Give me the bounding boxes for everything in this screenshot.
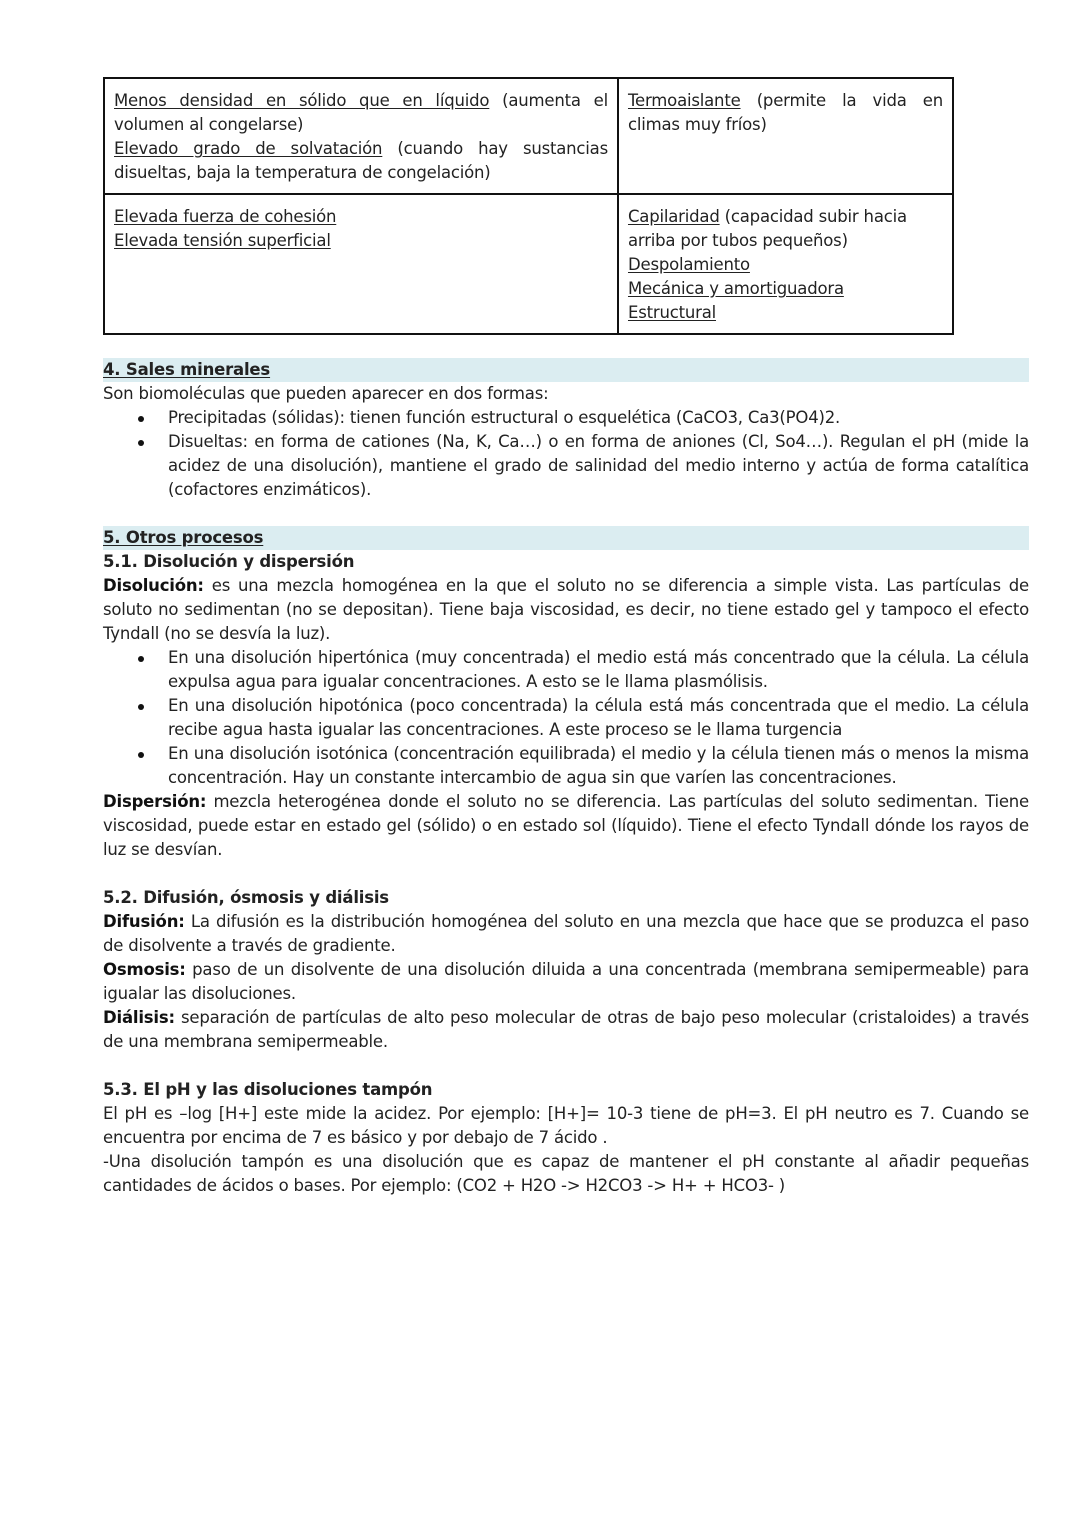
table-row <box>104 78 953 194</box>
subsection-heading-5-3: 5.3. El pH y las disoluciones tampón <box>103 1080 433 1099</box>
function-term: Capilaridad <box>627 207 720 226</box>
list-item <box>103 694 1029 742</box>
cell-line <box>114 205 608 229</box>
section-heading-sales-minerales: 4. Sales minerales <box>103 358 1029 382</box>
property-term: Elevada fuerza de cohesión <box>114 207 337 226</box>
function-term: Mecánica y amortiguadora <box>627 279 844 298</box>
difusion-definition <box>103 910 1029 958</box>
table-cell-property <box>104 194 618 334</box>
function-term: Despolamiento <box>627 255 750 274</box>
dialisis-definition <box>103 1006 1029 1054</box>
cell-line <box>114 89 608 137</box>
spacer <box>103 502 1029 526</box>
term-label: Osmosis: <box>103 960 186 979</box>
term-label: Difusión: <box>103 912 185 931</box>
term-label: Dispersión: <box>103 792 207 811</box>
definition-text: La difusión es la distribución homogénea del soluto en una mezcla que hace que se produzca el paso de disolvente a través de gradiente. <box>103 912 1029 955</box>
list-item-text: Precipitadas (sólidas): tienen función estructural o esquelética (CaCO3, Ca3(PO4)2. <box>168 408 841 427</box>
bullet-icon <box>138 752 144 758</box>
property-note: (cuando hay sustancias disueltas, baja la temperatura de congelación) <box>114 139 608 182</box>
definition-text: es una mezcla homogénea en la que el soluto no se diferencia a simple vista. Las partículas de soluto no sedimentan (no se depositan). Tiene baja viscosidad, es decir, no tiene estado gel y tampoco el efecto Tyndall (no se desvía la luz). <box>103 576 1029 643</box>
list-item <box>103 646 1029 694</box>
list-item-text: En una disolución isotónica (concentración equilibrada) el medio y la célula tienen más o menos la misma concentración. Hay un constante intercambio de agua sin que varíen las concentraciones. <box>168 744 1029 787</box>
document-body <box>103 358 1029 1198</box>
property-term: Elevada tensión superficial <box>114 231 331 250</box>
property-note: (aumenta el volumen al congelarse) <box>114 91 608 134</box>
definition-text: separación de partículas de alto peso molecular de otras de bajo peso molecular (cristaloides) a través de una membrana semipermeable. <box>103 1008 1029 1051</box>
list-item <box>103 406 1029 430</box>
list-item-text: Disueltas: en forma de cationes (Na, K, Ca…) o en forma de aniones (Cl, So4…). Regulan el pH (mide la acidez de una disolución), mantiene el grado de salinidad del medio interno y actúa de forma catalítica (cofactores enzimáticos). <box>168 432 1029 499</box>
cell-line <box>114 229 608 253</box>
list-item <box>103 430 1029 502</box>
section-heading-otros-procesos: 5. Otros procesos <box>103 526 1029 550</box>
function-note: (permite la vida en climas muy fríos) <box>627 91 943 134</box>
water-properties-table <box>103 77 954 335</box>
section4-bullet-list <box>103 406 1029 502</box>
term-label: Disolución: <box>103 576 204 595</box>
subsection-heading-5-1: 5.1. Disolución y dispersión <box>103 552 355 571</box>
dispersion-definition <box>103 790 1029 862</box>
ph-paragraph: El pH es –log [H+] este mide la acidez. Por ejemplo: [H+]= 10-3 tiene de pH=3. El pH neutro es 7. Cuando se encuentra por encima de 7 es básico y por debajo de 7 ácido . <box>103 1104 1029 1147</box>
cell-line <box>628 253 943 277</box>
bullet-icon <box>138 440 144 446</box>
function-term: Termoaislante <box>627 91 741 110</box>
property-term: Menos densidad en sólido que en líquido <box>114 91 490 110</box>
list-item-text: En una disolución hipotónica (poco concentrada) la célula está más concentrada que el medio. La célula recibe agua hasta igualar las concentraciones. A este proceso se le llama turgencia <box>168 696 1029 739</box>
tampon-paragraph: -Una disolución tampón es una disolución que es capaz de mantener el pH constante al añadir pequeñas cantidades de ácidos o bases. Por ejemplo: (CO2 + H2O -> H2CO3 -> H+ + HCO3- ) <box>103 1152 1029 1195</box>
function-note: (capacidad subir hacia arriba por tubos pequeños) <box>627 207 907 250</box>
bullet-icon <box>138 704 144 710</box>
bullet-icon <box>138 416 144 422</box>
list-item <box>103 742 1029 790</box>
property-term: Elevado grado de solvatación <box>114 139 383 158</box>
function-term: Estructural <box>627 303 716 322</box>
cell-line <box>628 301 943 325</box>
table-row <box>104 194 953 334</box>
table-cell-function <box>618 194 953 334</box>
section4-intro: Son biomoléculas que pueden aparecer en dos formas: <box>103 384 549 403</box>
cell-line <box>114 137 608 185</box>
definition-text: paso de un disolvente de una disolución diluida a una concentrada (membrana semipermeable) para igualar las disoluciones. <box>103 960 1029 1003</box>
subsection-heading-5-2: 5.2. Difusión, ósmosis y diálisis <box>103 888 389 907</box>
cell-line <box>628 89 943 137</box>
definition-text: mezcla heterogénea donde el soluto no se diferencia. Las partículas del soluto sedimentan. Tiene viscosidad, puede estar en estado gel (sólido) o en estado sol (líquido). Tiene el efecto Tyndall dónde los rayos de luz se desvían. <box>103 792 1029 859</box>
spacer <box>103 1054 1029 1078</box>
bullet-icon <box>138 656 144 662</box>
cell-line <box>628 277 943 301</box>
table-cell-property <box>104 78 618 194</box>
disolucion-definition <box>103 574 1029 646</box>
disolucion-types-list <box>103 646 1029 790</box>
cell-line <box>628 205 943 253</box>
table-cell-function <box>618 78 953 194</box>
list-item-text: En una disolución hipertónica (muy concentrada) el medio está más concentrado que la célula. La célula expulsa agua para igualar concentraciones. A esto se le llama plasmólisis. <box>168 648 1029 691</box>
term-label: Diálisis: <box>103 1008 175 1027</box>
spacer <box>103 862 1029 886</box>
osmosis-definition <box>103 958 1029 1006</box>
